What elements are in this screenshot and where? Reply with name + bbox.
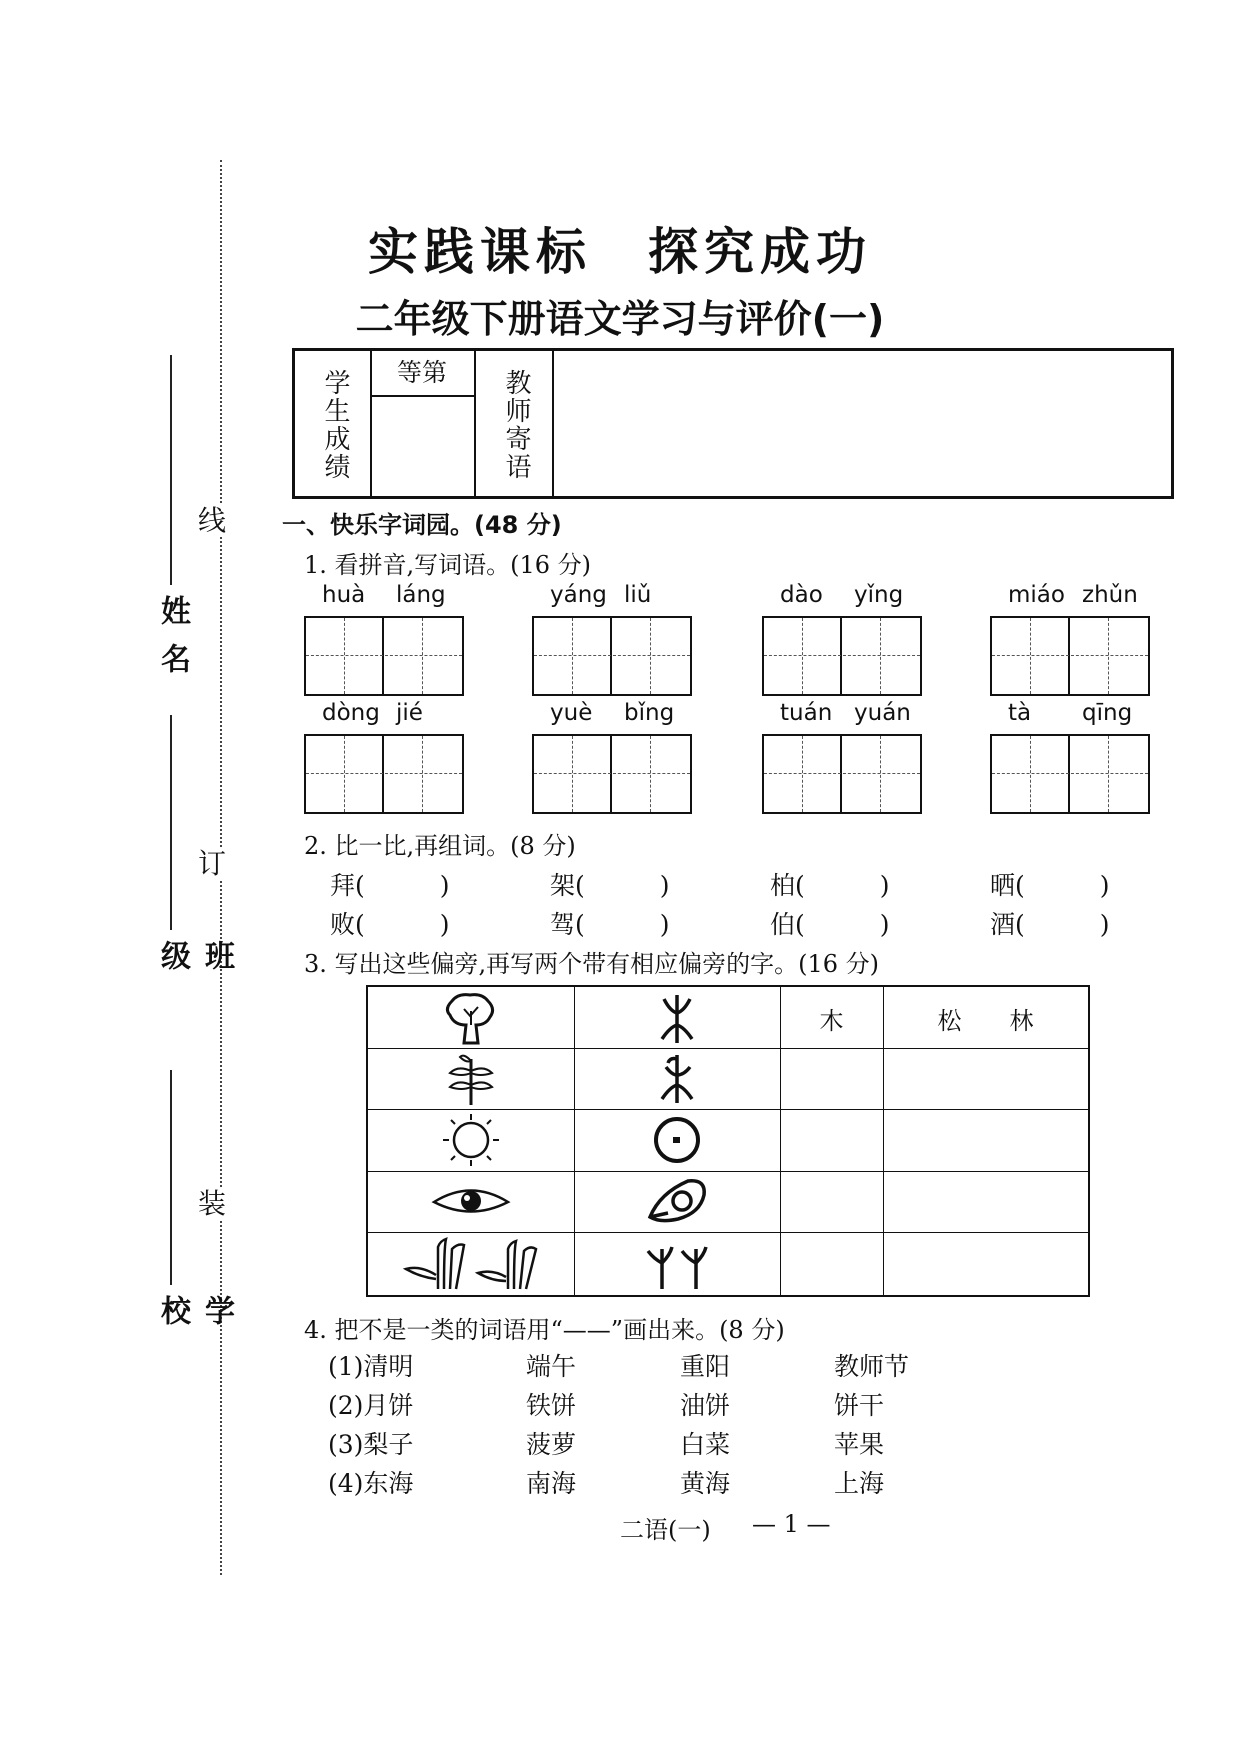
word-item[interactable]: (3)梨子 [328,1430,414,1459]
question-3-title: 3. 写出这些偏旁,再写两个带有相应偏旁的字。(16 分) [304,950,880,978]
pinyin-label: huà [322,582,366,608]
radical-table [366,985,1090,1297]
word-item[interactable]: 重阳 [680,1352,731,1381]
word-item[interactable]: 南海 [526,1469,577,1498]
binding-word-ding: 订 [197,847,226,880]
tianzige-writing-grid[interactable] [304,734,464,814]
pinyin-label: tuán [780,700,833,726]
ancient-cao-glyph [638,1237,718,1291]
section-1-title: 一、快乐字词园。(48 分) [282,511,562,539]
ancient-ri-glyph [651,1113,703,1167]
class-field-label: 班级 [155,940,234,988]
page-subtitle: 二年级下册语文学习与评价(一) [355,297,885,341]
table-row-divider [368,1109,1088,1110]
pinyin-label: yáng [550,582,607,608]
school-field-line [170,1070,172,1285]
word-item[interactable]: (2)月饼 [328,1391,414,1420]
tianzige-writing-grid[interactable] [532,734,692,814]
pinyin-label: dòng [322,700,380,726]
sun-picture [434,1112,508,1168]
page-title: 实践课标 探究成功 [368,222,872,281]
tianzige-writing-grid[interactable] [762,616,922,696]
compare-item[interactable]: 败( ) [330,910,450,939]
compare-item[interactable]: 伯( ) [770,910,890,939]
tianzige-writing-grid[interactable] [532,616,692,696]
example-chars: 松 林 [937,1007,1034,1035]
pinyin-label: bǐng [624,700,675,726]
word-item[interactable]: 油饼 [680,1391,731,1420]
tianzige-writing-grid[interactable] [990,616,1150,696]
school-field-label: 学校 [155,1295,234,1343]
word-item[interactable]: 饼干 [834,1391,885,1420]
table-row-divider [368,1171,1088,1172]
tianzige-writing-grid[interactable] [304,616,464,696]
word-item[interactable]: (1)清明 [328,1352,414,1381]
radical-answer-mu: 木 [819,1007,844,1035]
teacher-note-area[interactable] [555,351,1171,496]
score-box [292,348,1174,499]
pinyin-label: jié [396,700,423,726]
pinyin-label: qīng [1082,700,1133,726]
question-1-title: 1. 看拼音,写词语。(16 分) [304,551,592,579]
question-2-title: 2. 比一比,再组词。(8 分) [304,832,576,860]
name-field-label: 姓名 [155,595,190,691]
compare-item[interactable]: 柏( ) [770,871,890,900]
word-item[interactable]: 端午 [526,1352,577,1381]
pinyin-label: liǔ [624,582,652,608]
pinyin-label: tà [1008,700,1032,726]
table-col-divider [574,987,575,1295]
name-field-line [170,355,172,585]
pinyin-label: yuè [550,700,593,726]
pinyin-label: miáo [1008,582,1065,608]
word-item[interactable]: 铁饼 [526,1391,577,1420]
pinyin-label: láng [396,582,446,608]
pinyin-label: yǐng [854,582,904,608]
binding-word-xian: 线 [197,504,226,537]
table-row-divider [368,1232,1088,1233]
footer-code: 二语(一) [620,1516,711,1544]
class-field-line [170,715,172,930]
tianzige-writing-grid[interactable] [762,734,922,814]
compare-item[interactable]: 酒( ) [990,910,1110,939]
question-4-title: 4. 把不是一类的词语用“——”画出来。(8 分) [304,1316,785,1344]
pinyin-label: dào [780,582,823,608]
word-item[interactable]: 上海 [834,1469,885,1498]
class-field[interactable] [150,715,234,1015]
binding-word-zhuang: 装 [197,1187,226,1220]
pinyin-label: zhǔn [1082,582,1138,608]
grade-cell[interactable] [370,351,476,496]
teacher-note-label: 教师寄语 [501,369,531,481]
ancient-mu-eye-glyph [642,1173,712,1229]
compare-item[interactable]: 拜( ) [330,871,450,900]
compare-item[interactable]: 架( ) [550,871,670,900]
footer-page-number: — 1 — [752,1510,831,1538]
student-score-label: 学生成绩 [320,369,350,481]
word-item[interactable]: 菠萝 [526,1430,577,1459]
ancient-he-glyph [650,1053,704,1105]
grade-label: 等第 [370,351,474,397]
word-item[interactable]: 教师节 [834,1352,910,1381]
compare-item[interactable]: 晒( ) [990,871,1110,900]
ancient-mu-glyph [650,993,704,1045]
table-row-divider [368,1048,1088,1049]
tianzige-writing-grid[interactable] [990,734,1150,814]
pinyin-label: yuán [854,700,911,726]
word-item[interactable]: (4)东海 [328,1469,414,1498]
tree-picture [436,991,506,1047]
word-item[interactable]: 苹果 [834,1430,885,1459]
school-field[interactable] [150,1070,234,1370]
eye-picture [428,1175,514,1229]
teacher-note-label-cell [474,351,554,496]
grass-picture [398,1235,548,1293]
name-field[interactable] [150,355,190,695]
sprout-picture [436,1051,506,1107]
word-item[interactable]: 白菜 [680,1430,731,1459]
compare-item[interactable]: 驾( ) [550,910,670,939]
word-item[interactable]: 黄海 [680,1469,731,1498]
student-score-cell [295,351,372,496]
